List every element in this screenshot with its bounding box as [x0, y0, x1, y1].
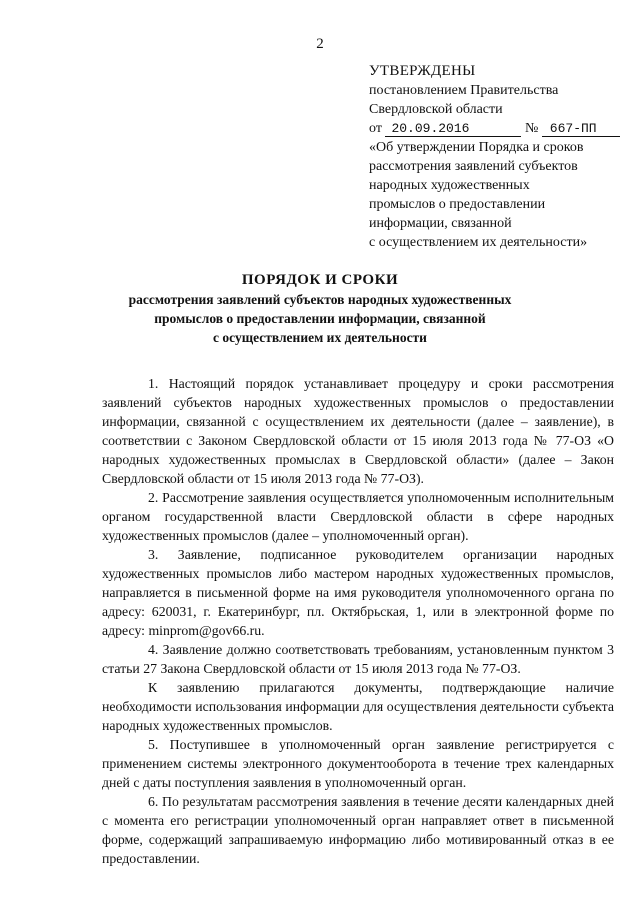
document-body [102, 374, 614, 868]
paragraph: 1. Настоящий порядок устанавливает процедуру и сроки рассмотрения заявлений субъектов народных художественных промыслов о предоставлении информации, связанной с осуществлением их деятельности (далее – заявление), в соответствии с Законом Свердловской области от 15 июля 2013 года № 77-ОЗ «О народных художественных промыслах в Свердловской области» (далее – Закон Свердловской области от 15 июля 2013 года № 77-ОЗ). [102, 376, 614, 486]
approval-date: 20.09.2016 [385, 122, 521, 137]
approval-subject-line: промыслов о предоставлении [369, 197, 546, 212]
page-number: 2 [316, 36, 324, 52]
document-title: ПОРЯДОК И СРОКИ [241, 272, 399, 288]
paragraph: 5. Поступившее в уполномоченный орган заявление регистрируется с применением системы электронного документооборота в течение трех календарных дней с даты поступления заявления в уполномоченный орган. [102, 737, 614, 790]
approval-title: УТВЕРЖДЕНЫ [369, 63, 476, 79]
approval-line: Свердловской области [369, 102, 503, 117]
document-subtitle-line: промыслов о предоставлении информации, связанной [154, 311, 486, 326]
paragraph: 6. По результатам рассмотрения заявления в течение десяти календарных дней с момента его регистрации уполномоченный орган направляет ответ в письменной форме, содержащий запрашиваемую информацию либо мотивированный отказ в ее предоставлении. [102, 794, 614, 866]
approval-date-line [369, 119, 629, 138]
approval-number: 667-ПП [542, 122, 620, 137]
number-label: № [524, 121, 539, 136]
paragraph: 4. Заявление должно соответствовать требованиям, установленным пунктом 3 статьи 27 Закона Свердловской области от 15 июля 2013 года № 77-ОЗ. [102, 642, 614, 676]
date-prefix: от [369, 121, 382, 136]
approval-block [369, 62, 629, 252]
paragraph: 3. Заявление, подписанное руководителем организации народных художественных промыслов либо мастером народных художественных промыслов, направляется в письменной форме на имя руководителя уполномоченного органа по адресу: 620031, г. Екатеринбург, пл. Октябрьская, 1, или в электронной форме по адресу: minprom@gov66.ru. [102, 547, 614, 638]
paragraph: К заявлению прилагаются документы, подтверждающие наличие необходимости использования информации для осуществления деятельности субъекта народных художественных промыслов. [102, 680, 614, 733]
document-subtitle-line: с осуществлением их деятельности [213, 330, 427, 345]
approval-subject-line: с осуществлением их деятельности» [369, 235, 588, 250]
approval-line: постановлением Правительства [369, 83, 559, 98]
approval-subject-line: «Об утверждении Порядка и сроков [369, 140, 584, 155]
document-subtitle-line: рассмотрения заявлений субъектов народных художественных [128, 292, 512, 307]
approval-subject-line: информации, связанной [369, 216, 512, 231]
document-heading [0, 270, 640, 347]
approval-subject-line: народных художественных [369, 178, 530, 193]
approval-subject-line: рассмотрения заявлений субъектов [369, 159, 578, 174]
paragraph: 2. Рассмотрение заявления осуществляется уполномоченным исполнительным органом государственной власти Свердловской области в сфере народных художественных промыслов (далее – уполномоченный орган). [102, 490, 614, 543]
